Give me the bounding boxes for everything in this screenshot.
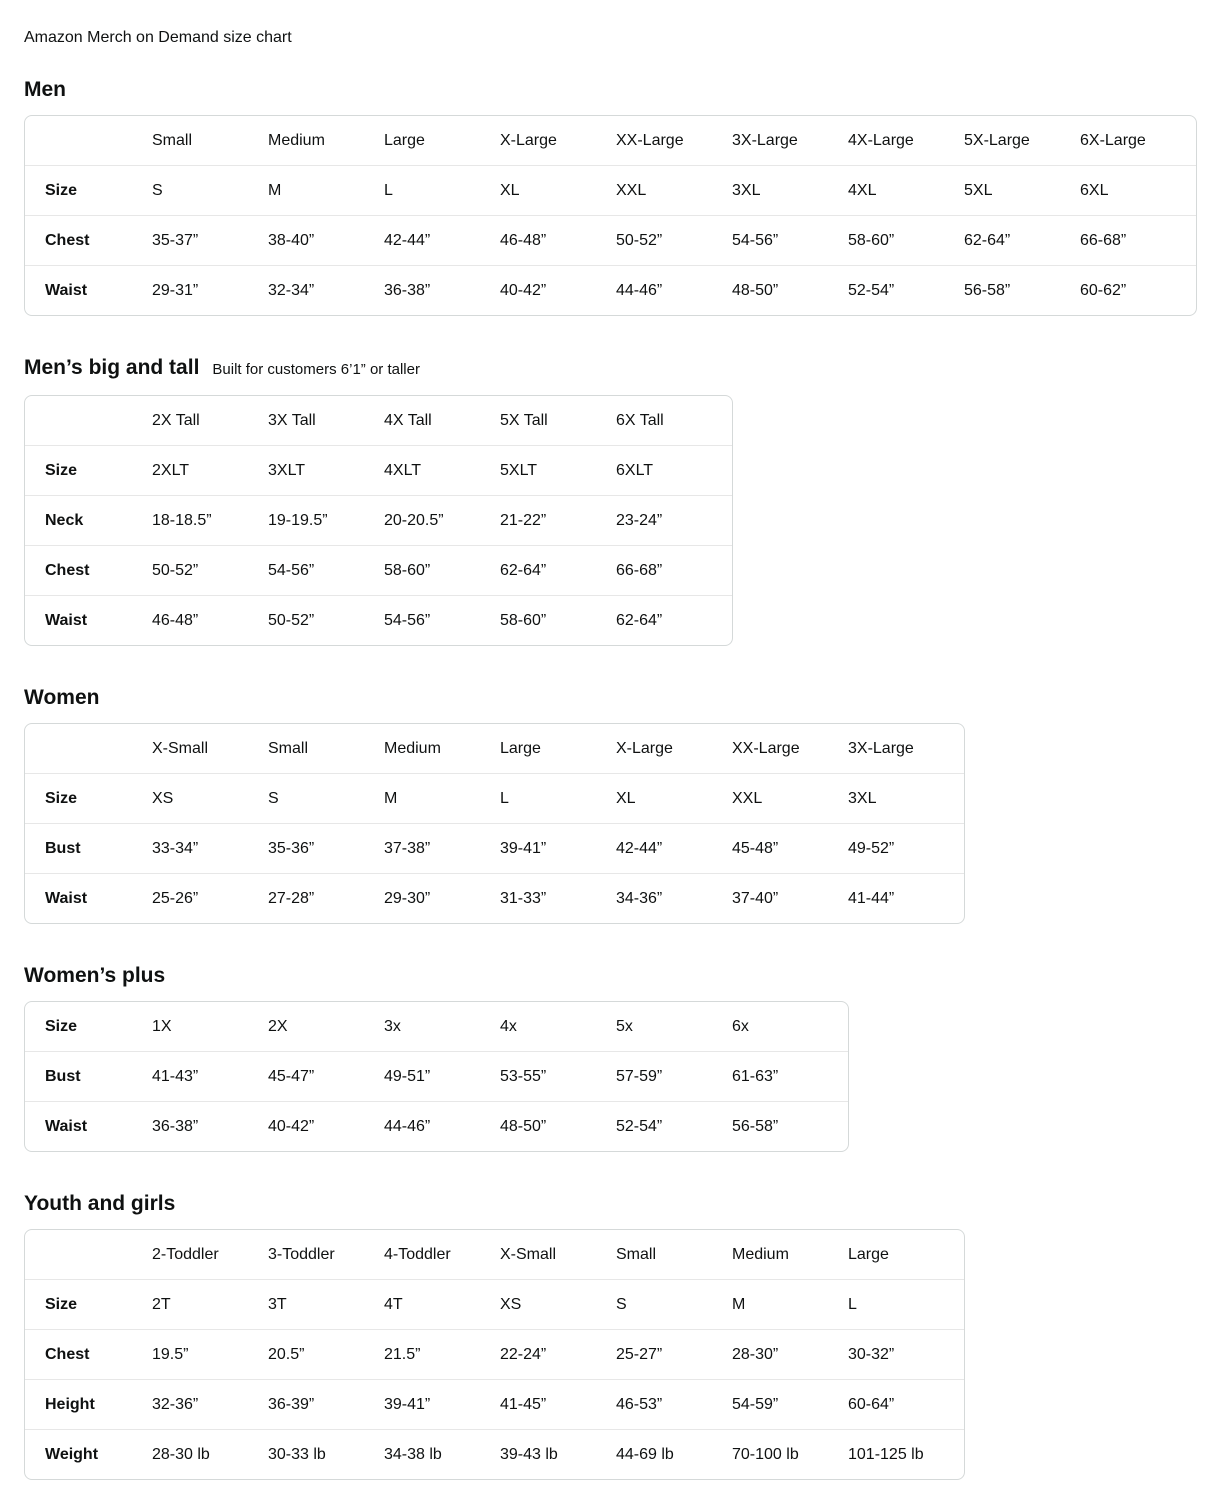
section-heading-womens-plus xyxy=(24,963,1199,989)
column-header: 6X-Large xyxy=(1080,131,1146,149)
data-cell: 61-63” xyxy=(732,1051,848,1101)
data-cell: 4XLT xyxy=(384,445,500,495)
column-header: Medium xyxy=(732,1245,789,1263)
column-header: Large xyxy=(848,1245,889,1263)
row-label: Waist xyxy=(25,595,152,645)
data-cell: 62-64” xyxy=(616,595,732,645)
table-row xyxy=(25,545,732,595)
data-cell: 35-36” xyxy=(268,823,384,873)
data-cell: 3XL xyxy=(848,773,964,823)
table-row xyxy=(25,773,964,823)
section-womens-plus xyxy=(24,963,1199,1152)
table-row xyxy=(25,595,732,645)
data-cell: 2X xyxy=(268,1017,288,1035)
column-header: X-Small xyxy=(152,739,209,757)
data-cell: 58-60” xyxy=(848,215,964,265)
data-cell: S xyxy=(152,165,268,215)
row-label: Chest xyxy=(25,215,152,265)
mens-big-and-tall-size-table xyxy=(24,395,1199,646)
data-cell: 39-41” xyxy=(384,1379,500,1429)
data-cell: 25-27” xyxy=(616,1329,732,1379)
row-label-spacer xyxy=(25,724,152,773)
column-header: 4X-Large xyxy=(848,131,914,149)
section-heading-youth-and-girls xyxy=(24,1191,1199,1217)
data-cell: 25-26” xyxy=(152,873,268,923)
row-label: Waist xyxy=(25,873,152,923)
data-cell: 42-44” xyxy=(384,215,500,265)
row-label: Bust xyxy=(25,823,152,873)
data-cell: 36-39” xyxy=(268,1379,384,1429)
data-cell: 53-55” xyxy=(500,1051,616,1101)
data-cell: 34-38 lb xyxy=(384,1429,500,1479)
row-label: Size xyxy=(25,1279,152,1329)
column-header: 3X Tall xyxy=(268,411,316,429)
data-cell: 20.5” xyxy=(268,1329,384,1379)
data-cell: 66-68” xyxy=(616,545,732,595)
data-cell: 3x xyxy=(384,1017,401,1035)
column-header: 6X Tall xyxy=(616,411,664,429)
row-label: Chest xyxy=(25,1329,152,1379)
data-cell: 5XLT xyxy=(500,445,616,495)
data-cell: 58-60” xyxy=(500,595,616,645)
row-label: Chest xyxy=(25,545,152,595)
data-cell: 36-38” xyxy=(384,265,500,315)
data-cell: 4XL xyxy=(848,165,964,215)
data-cell: S xyxy=(616,1279,732,1329)
row-label: Size xyxy=(45,1017,78,1035)
data-cell: 54-56” xyxy=(268,545,384,595)
table-row xyxy=(25,215,1196,265)
data-cell: 34-36” xyxy=(616,873,732,923)
size-table xyxy=(24,1001,849,1152)
data-cell: 31-33” xyxy=(500,873,616,923)
data-cell: 27-28” xyxy=(268,873,384,923)
data-cell: 45-48” xyxy=(732,823,848,873)
data-cell: 6XL xyxy=(1080,165,1196,215)
data-cell: 52-54” xyxy=(616,1101,732,1151)
youth-and-girls-size-table xyxy=(24,1229,1199,1480)
data-cell: 101-125 lb xyxy=(848,1429,964,1479)
data-cell: 62-64” xyxy=(964,215,1080,265)
row-label: Size xyxy=(25,165,152,215)
data-cell: 70-100 lb xyxy=(732,1429,848,1479)
data-cell: XS xyxy=(152,773,268,823)
table-row xyxy=(25,265,1196,315)
data-cell: L xyxy=(500,773,616,823)
data-cell: 32-34” xyxy=(268,265,384,315)
data-cell: 3T xyxy=(268,1279,384,1329)
data-cell: 50-52” xyxy=(616,215,732,265)
row-label: Size xyxy=(25,773,152,823)
data-cell: 39-43 lb xyxy=(500,1429,616,1479)
section-heading-text: Youth and girls xyxy=(24,1192,176,1215)
data-cell: 3XLT xyxy=(268,445,384,495)
data-cell: XXL xyxy=(616,165,732,215)
data-cell: 29-30” xyxy=(384,873,500,923)
data-cell: 35-37” xyxy=(152,215,268,265)
section-men xyxy=(24,77,1199,316)
data-cell: 2XLT xyxy=(152,445,268,495)
data-cell: M xyxy=(732,1279,848,1329)
table-row xyxy=(25,1051,848,1101)
data-cell: 66-68” xyxy=(1080,215,1196,265)
data-cell: XXL xyxy=(732,773,848,823)
column-header: X-Small xyxy=(500,1245,557,1263)
data-cell: M xyxy=(268,165,384,215)
column-header: Small xyxy=(616,1245,657,1263)
column-header: Large xyxy=(500,739,541,757)
data-cell: 46-48” xyxy=(152,595,268,645)
table-row xyxy=(25,445,732,495)
section-youth-and-girls xyxy=(24,1191,1199,1480)
column-header: 2X Tall xyxy=(152,411,200,429)
data-cell: XL xyxy=(500,165,616,215)
column-header: 3X-Large xyxy=(732,131,798,149)
data-cell: 6XLT xyxy=(616,445,732,495)
data-cell: 54-56” xyxy=(732,215,848,265)
row-label: Bust xyxy=(25,1051,152,1101)
data-cell: 18-18.5” xyxy=(152,495,268,545)
data-cell: 23-24” xyxy=(616,495,732,545)
data-cell: 54-59” xyxy=(732,1379,848,1429)
table-row xyxy=(25,1002,848,1051)
data-cell: L xyxy=(384,165,500,215)
data-cell: 29-31” xyxy=(152,265,268,315)
column-header: 5X-Large xyxy=(964,131,1030,149)
data-cell: 41-43” xyxy=(152,1051,268,1101)
data-cell: 21-22” xyxy=(500,495,616,545)
data-cell: 44-69 lb xyxy=(616,1429,732,1479)
data-cell: 46-48” xyxy=(500,215,616,265)
data-cell: 56-58” xyxy=(732,1101,848,1151)
data-cell: 40-42” xyxy=(500,265,616,315)
size-table xyxy=(24,395,733,646)
data-cell: 46-53” xyxy=(616,1379,732,1429)
data-cell: 36-38” xyxy=(152,1101,268,1151)
table-header-row xyxy=(25,1230,964,1279)
data-cell: 42-44” xyxy=(616,823,732,873)
table-row xyxy=(25,495,732,545)
column-header: XX-Large xyxy=(616,131,684,149)
size-table xyxy=(24,1229,965,1480)
womens-plus-size-table xyxy=(24,1001,1199,1152)
data-cell: 54-56” xyxy=(384,595,500,645)
row-label: Neck xyxy=(25,495,152,545)
data-cell: 39-41” xyxy=(500,823,616,873)
data-cell: XL xyxy=(616,773,732,823)
data-cell: 52-54” xyxy=(848,265,964,315)
data-cell: 44-46” xyxy=(384,1101,500,1151)
data-cell: 62-64” xyxy=(500,545,616,595)
table-row xyxy=(25,1429,964,1479)
row-label-spacer xyxy=(25,116,152,165)
data-cell: 50-52” xyxy=(268,595,384,645)
data-cell: 58-60” xyxy=(384,545,500,595)
section-heading-men xyxy=(24,77,1199,103)
column-header: Small xyxy=(268,739,309,757)
row-label-spacer xyxy=(25,1230,152,1279)
data-cell: S xyxy=(268,773,384,823)
table-row xyxy=(25,1101,848,1151)
data-cell: 49-51” xyxy=(384,1051,500,1101)
page-title: Amazon Merch on Demand size chart xyxy=(24,29,292,46)
column-header: XX-Large xyxy=(732,739,800,757)
table-row xyxy=(25,1279,964,1329)
column-header: Medium xyxy=(268,131,325,149)
data-cell: 5XL xyxy=(964,165,1080,215)
table-header-row xyxy=(25,396,732,445)
section-heading-text: Men xyxy=(24,78,66,101)
section-heading-text: Women xyxy=(24,686,100,709)
data-cell: 30-32” xyxy=(848,1329,964,1379)
column-header: 4-Toddler xyxy=(384,1245,451,1263)
column-header: 3X-Large xyxy=(848,739,914,757)
row-label: Waist xyxy=(25,1101,152,1151)
size-table xyxy=(24,723,965,924)
table-row xyxy=(25,165,1196,215)
table-header-row xyxy=(25,116,1196,165)
row-label: Waist xyxy=(25,265,152,315)
data-cell: 60-64” xyxy=(848,1379,964,1429)
data-cell: 6x xyxy=(732,1017,749,1035)
data-cell: 41-44” xyxy=(848,873,964,923)
data-cell: 45-47” xyxy=(268,1051,384,1101)
data-cell: M xyxy=(384,773,500,823)
data-cell: 56-58” xyxy=(964,265,1080,315)
data-cell: 4x xyxy=(500,1017,517,1035)
data-cell: 48-50” xyxy=(732,265,848,315)
data-cell: 48-50” xyxy=(500,1101,616,1151)
column-header: 2-Toddler xyxy=(152,1245,219,1263)
data-cell: 5x xyxy=(616,1017,633,1035)
data-cell: 44-46” xyxy=(616,265,732,315)
row-label: Weight xyxy=(25,1429,152,1479)
data-cell: 2T xyxy=(152,1279,268,1329)
row-label: Size xyxy=(25,445,152,495)
data-cell: 21.5” xyxy=(384,1329,500,1379)
data-cell: 57-59” xyxy=(616,1051,732,1101)
data-cell: XS xyxy=(500,1279,616,1329)
data-cell: 19-19.5” xyxy=(268,495,384,545)
data-cell: 20-20.5” xyxy=(384,495,500,545)
data-cell: 37-38” xyxy=(384,823,500,873)
column-header: Large xyxy=(384,131,425,149)
section-women xyxy=(24,685,1199,924)
row-label-spacer xyxy=(25,396,152,445)
women-size-table xyxy=(24,723,1199,924)
data-cell: L xyxy=(848,1279,964,1329)
column-header: 4X Tall xyxy=(384,411,432,429)
table-row xyxy=(25,1379,964,1429)
size-table xyxy=(24,115,1197,316)
column-header: Medium xyxy=(384,739,441,757)
data-cell: 60-62” xyxy=(1080,265,1196,315)
men-size-table xyxy=(24,115,1199,316)
table-row xyxy=(25,823,964,873)
data-cell: 33-34” xyxy=(152,823,268,873)
column-header: 5X Tall xyxy=(500,411,548,429)
data-cell: 28-30 lb xyxy=(152,1429,268,1479)
data-cell: 28-30” xyxy=(732,1329,848,1379)
section-mens-big-and-tall xyxy=(24,355,1199,646)
section-heading-text: Men’s big and tall xyxy=(24,356,200,379)
data-cell: 37-40” xyxy=(732,873,848,923)
data-cell: 22-24” xyxy=(500,1329,616,1379)
data-cell: 19.5” xyxy=(152,1329,268,1379)
section-heading-women xyxy=(24,685,1199,711)
data-cell: 30-33 lb xyxy=(268,1429,384,1479)
section-heading-mens-big-and-tall xyxy=(24,355,1199,383)
data-cell: 50-52” xyxy=(152,545,268,595)
section-subtitle: Built for customers 6’1” or taller xyxy=(212,361,420,378)
data-cell: 1X xyxy=(152,1017,172,1035)
column-header: X-Large xyxy=(500,131,557,149)
table-header-row xyxy=(25,724,964,773)
data-cell: 38-40” xyxy=(268,215,384,265)
column-header: 3-Toddler xyxy=(268,1245,335,1263)
data-cell: 40-42” xyxy=(268,1101,384,1151)
row-label: Height xyxy=(25,1379,152,1429)
table-row xyxy=(25,873,964,923)
data-cell: 32-36” xyxy=(152,1379,268,1429)
data-cell: 3XL xyxy=(732,165,848,215)
column-header: Small xyxy=(152,131,193,149)
data-cell: 41-45” xyxy=(500,1379,616,1429)
data-cell: 4T xyxy=(384,1279,500,1329)
data-cell: 49-52” xyxy=(848,823,964,873)
column-header: X-Large xyxy=(616,739,673,757)
table-row xyxy=(25,1329,964,1379)
section-heading-text: Women’s plus xyxy=(24,964,166,987)
